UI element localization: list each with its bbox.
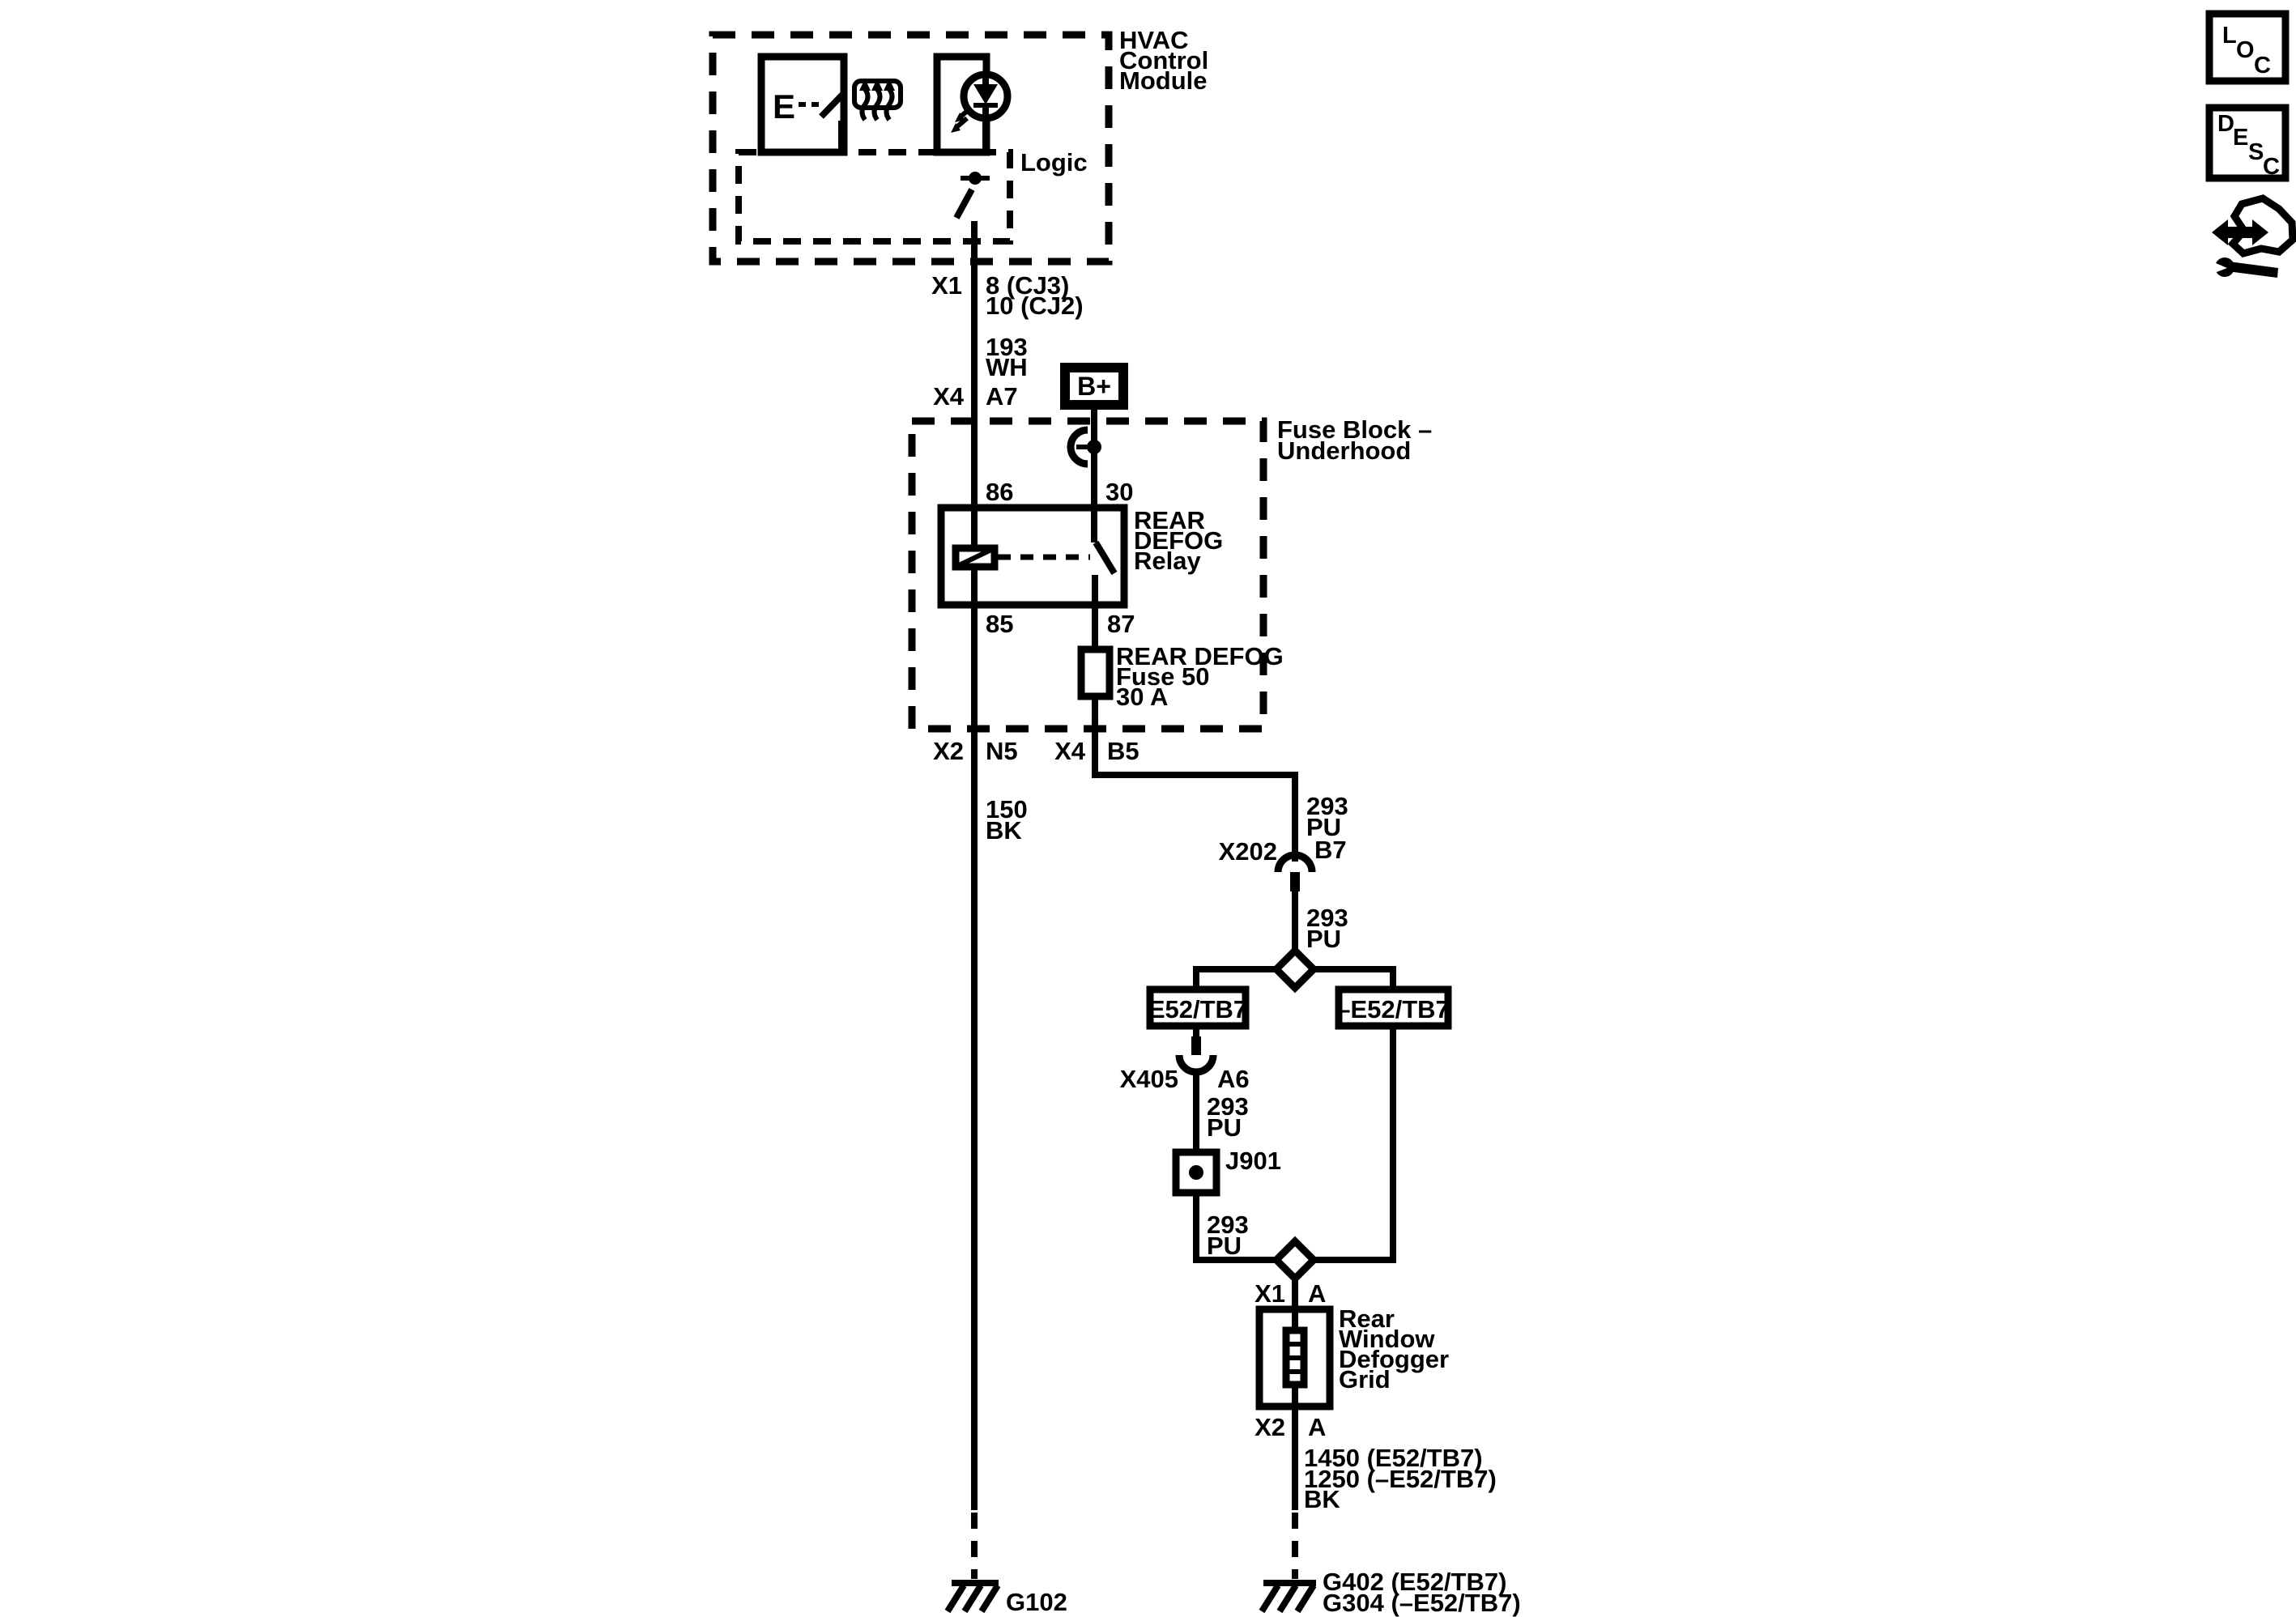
loc-letter-l: L: [2222, 23, 2237, 49]
battery-positive-symbol: [1060, 363, 1128, 410]
x4-a7-connector-label: X4: [933, 382, 964, 411]
wire-293c-color: PU: [1207, 1113, 1242, 1142]
loc-letter-o: O: [2236, 37, 2255, 63]
connector-x405: [1120, 1036, 1250, 1142]
led-indicator-symbol: [937, 57, 1007, 152]
ground-wire-color: BK: [1304, 1485, 1340, 1513]
defogger-name-line3: Defogger: [1339, 1345, 1450, 1373]
takeout-right-label: –E52/TB7: [1336, 995, 1450, 1023]
g102-tine-3: [982, 1585, 998, 1611]
logic-label: Logic: [1020, 148, 1088, 177]
takeout-left-label: E52/TB7: [1148, 995, 1248, 1023]
fuse-rating: 30 A: [1116, 683, 1169, 711]
x1-connector-label: X1: [931, 271, 962, 300]
splice-diamond-top: [1276, 951, 1314, 988]
logic-switch-contact-dot: [969, 172, 982, 185]
ground-wire-circuit-2: 1250 (–E52/TB7): [1304, 1465, 1497, 1493]
label-group-fuse-block-bottom: [933, 737, 1348, 845]
relay-pin-86: 86: [986, 478, 1014, 506]
g102-tine-2: [965, 1585, 981, 1611]
ground-g102: [948, 1583, 1067, 1616]
splice-diamond-bottom: [1276, 1241, 1314, 1279]
ground-g402-g304: [1262, 1568, 1521, 1617]
g402-label: G402 (E52/TB7): [1323, 1568, 1507, 1596]
wire-293c-circuit: 293: [1207, 1092, 1249, 1121]
x202-connector-label: X202: [1218, 837, 1277, 866]
g304-label: G304 (–E52/TB7): [1323, 1589, 1521, 1617]
wire-193-circuit: 193: [986, 333, 1028, 361]
rear-window-defogger-grid: [1254, 1279, 1497, 1513]
fuse-number: Fuse 50: [1116, 662, 1210, 691]
entry-connector-dot: [1087, 440, 1101, 454]
defrost-wave-3: [887, 89, 892, 120]
x1-pin-b-label: 10 (CJ2): [986, 291, 1084, 320]
defogger-pin-a-bottom: A: [1308, 1413, 1327, 1441]
g402-tine-2: [1280, 1585, 1296, 1611]
harness-option-split: [1148, 951, 1450, 1026]
fuse-block-underhood: [912, 415, 1432, 729]
x405-connector-label: X405: [1119, 1065, 1178, 1093]
rear-defog-relay: [941, 478, 1223, 638]
bplus-label: B+: [1077, 372, 1111, 401]
hvac-title-line1: HVAC: [1119, 26, 1189, 54]
wire-293b-circuit: 293: [1306, 904, 1348, 932]
x4-a7-pin-label: A7: [986, 382, 1018, 411]
fuse-symbol: [1081, 649, 1110, 696]
logic-switch-blade: [956, 189, 972, 218]
x4-b5-connector-label: X4: [1054, 737, 1085, 765]
connector-x202: [1219, 836, 1348, 953]
hvac-control-module: [713, 26, 1208, 262]
j901-label: J901: [1225, 1147, 1281, 1175]
g102-label: G102: [1006, 1588, 1067, 1616]
j901-dot: [1189, 1165, 1203, 1180]
wire-150-circuit: 150: [986, 795, 1028, 823]
defogger-x2-label: X2: [1254, 1413, 1285, 1441]
relay-name-line1: REAR: [1134, 506, 1205, 534]
ground-wire-circuit-1: 1450 (E52/TB7): [1304, 1444, 1483, 1472]
hvac-title-line2: Control: [1119, 46, 1209, 74]
pointer-outline-icon: [2233, 198, 2293, 253]
x405-pin-label: A6: [1217, 1065, 1250, 1093]
defogger-name-line2: Window: [1339, 1325, 1435, 1353]
splice-j901: [1176, 1147, 1281, 1260]
g402-tine-1: [1262, 1585, 1278, 1611]
x4-b5-pin-label: B5: [1107, 737, 1139, 765]
hvac-title-line3: Module: [1119, 66, 1208, 95]
switch-terminal-letter: E: [773, 87, 796, 126]
defogger-x1-label: X1: [1254, 1279, 1285, 1308]
x2-n5-connector-label: X2: [933, 737, 964, 765]
rear-defrost-indicator-icon: [854, 79, 901, 120]
defrost-wave-2: [875, 89, 880, 120]
wrench-icon: [2210, 257, 2278, 278]
navigate-wrench-button[interactable]: [2210, 198, 2293, 278]
loc-letter-c: C: [2254, 53, 2271, 79]
desc-letter-e: E: [2233, 125, 2249, 151]
desc-button[interactable]: [2209, 108, 2285, 180]
g102-tine-1: [948, 1585, 964, 1611]
relay-pin-87: 87: [1107, 610, 1135, 638]
defrost-wave-1: [863, 89, 868, 120]
wire-150-color: BK: [986, 816, 1022, 845]
x1-pin-a-label: 8 (CJ3): [986, 271, 1070, 300]
wire-193-color: WH: [986, 353, 1028, 381]
wire-293b-color: PU: [1306, 925, 1342, 953]
fuse-block-title-line1: Fuse Block –: [1277, 415, 1433, 444]
x202-pin-label: B7: [1314, 836, 1347, 864]
x405-female-arc: [1179, 1055, 1213, 1072]
relay-pin-30: 30: [1105, 478, 1134, 506]
desc-letter-d: D: [2217, 111, 2234, 137]
desc-letter-s: S: [2248, 139, 2264, 165]
wire-293a-circuit: 293: [1306, 792, 1348, 820]
fuse-name: REAR DEFOG: [1116, 642, 1284, 670]
defogger-name-line4: Grid: [1339, 1365, 1391, 1394]
logic-block: [739, 148, 1088, 241]
x2-n5-pin-label: N5: [986, 737, 1018, 765]
fuse-block-title-line2: Underhood: [1277, 436, 1412, 465]
wire-right-branch: [1314, 1026, 1393, 1260]
relay-switch-blade: [1096, 543, 1114, 573]
wire-293d-color: PU: [1207, 1232, 1242, 1260]
switch-blade: [821, 94, 843, 117]
defogger-pin-a-top: A: [1308, 1279, 1327, 1308]
desc-letter-c: C: [2263, 154, 2280, 180]
x202-female-arc: [1278, 855, 1312, 872]
rear-defog-fuse: [1081, 642, 1284, 711]
wrench-handle: [2227, 262, 2278, 278]
relay-name-line2: DEFOG: [1134, 526, 1224, 555]
loc-button[interactable]: [2209, 14, 2285, 81]
relay-name-line3: Relay: [1134, 547, 1201, 575]
g402-tine-3: [1297, 1585, 1314, 1611]
wire-293a-color: PU: [1306, 813, 1342, 841]
relay-pin-85: 85: [986, 610, 1014, 638]
defogger-name-line1: Rear: [1339, 1304, 1395, 1333]
wire-293d-circuit: 293: [1207, 1211, 1249, 1239]
defog-switch-symbol: [761, 57, 844, 152]
